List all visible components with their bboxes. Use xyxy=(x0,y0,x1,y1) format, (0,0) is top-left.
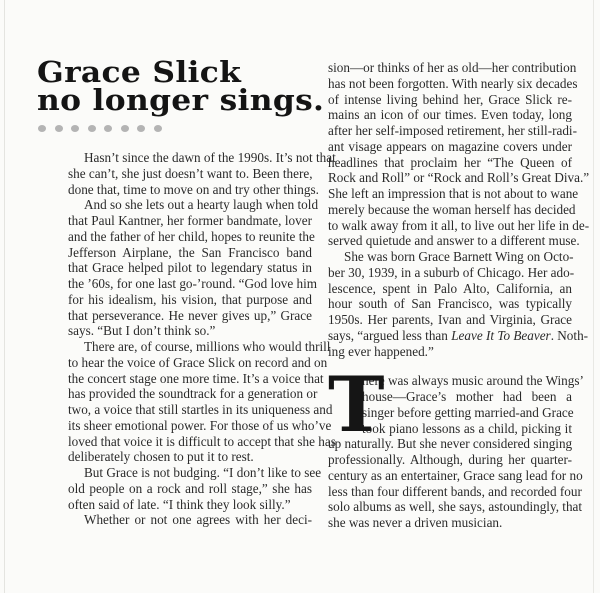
text-line: here was always music around the Wings’ xyxy=(362,373,584,389)
paragraph xyxy=(68,512,312,528)
text-line: says. “But I don’t think so.” xyxy=(68,323,216,339)
text-line: Hasn’t since the dawn of the 1990s. It’s not that xyxy=(84,150,336,165)
text-line: solo albums as well, she says, astoundingly, that xyxy=(328,499,583,515)
text-line: done that, time to move on and try other things. xyxy=(68,181,319,197)
text-line: that perseverance. He never gives up,” Grace xyxy=(68,307,312,323)
text-line: merely because the woman herself has decided xyxy=(328,201,576,217)
divider-dot xyxy=(104,125,112,132)
text-line: ant visage appears on magazine covers under xyxy=(328,138,572,154)
paragraph xyxy=(68,150,336,197)
divider-dot xyxy=(71,125,79,132)
text-line: up naturally. But she never considered singing xyxy=(328,436,573,452)
text-line: says, “argued less than Leave It To Beaver. Noth- xyxy=(328,327,589,343)
text-line: to hear the voice of Grace Slick on record and on xyxy=(68,354,328,370)
text-line: has provided the soundtrack for a generation or xyxy=(68,386,318,402)
paragraph xyxy=(328,60,590,249)
text-line: and the father of her child, hopes to reunite the xyxy=(68,228,315,244)
text-line: ber 30, 1939, in a suburb of Chicago. Her ado- xyxy=(328,264,575,280)
text-line: that Paul Kantner, her former bandmate, lover xyxy=(68,213,312,228)
text-line: often said of late. “I think they look silly.” xyxy=(68,496,291,512)
text-line: for his idealism, his vision, that purpose and xyxy=(68,291,312,307)
text-line: hour south of San Francisco, was typically xyxy=(328,296,572,312)
text-line: served quietude and answer to a different muse. xyxy=(328,233,580,249)
text-line: sion—or thinks of her as old—her contribution xyxy=(328,60,577,75)
text-line: old people on a rock and roll stage,” she has xyxy=(68,480,312,496)
text-line: Whether or not one agrees with her deci- xyxy=(84,512,312,528)
text-line: that Grace helped pilot to legendary status in xyxy=(68,260,312,276)
text-line: house—Grace’s mother had been a xyxy=(362,389,572,404)
text-line: less than four different bands, and recorded four xyxy=(328,483,582,499)
paragraph xyxy=(68,339,336,465)
text-line: 1950s. Her parents, Ivan and Virginia, Grace xyxy=(328,312,572,327)
paragraph xyxy=(68,465,322,512)
text-line: she was never a driven musician. xyxy=(328,515,503,530)
text-line: took piano lessons as a child, picking it xyxy=(362,420,572,436)
text-line: She was born Grace Barnett Wing on Octo- xyxy=(344,249,574,264)
text-line: deliberately chosen to put it to rest. xyxy=(68,449,254,465)
text-line: There are, of course, millions who would thrill xyxy=(84,339,331,354)
text-line: mains an icon of our times. Even today, long xyxy=(328,107,572,123)
text-line: lescence, spent in Palo Alto, California, an xyxy=(328,280,572,296)
text-line: she can’t, she just doesn’t want to. Been there, xyxy=(68,165,313,181)
text-line: two, a voice that still startles in its uniqueness and xyxy=(68,402,333,417)
divider-dot xyxy=(88,125,96,132)
text-line: ing ever happened.” xyxy=(328,343,434,359)
headline xyxy=(37,55,325,117)
headline-line-2: no longer sings. xyxy=(37,83,325,117)
divider-dot xyxy=(137,125,145,132)
text-line: singer before getting married-and Grace xyxy=(362,404,574,420)
divider-dot xyxy=(154,125,162,132)
right-column xyxy=(328,60,590,531)
text-line: century as an entertainer, Grace sang lead for no xyxy=(328,467,583,483)
text-line: its sheer emotional power. For those of us who’ve xyxy=(68,417,332,433)
text-line: And so she lets out a hearty laugh when told xyxy=(84,197,319,213)
text-line: has not been forgotten. With nearly six decades xyxy=(328,75,578,91)
paragraph xyxy=(68,197,319,339)
text-line: headlines that proclaim her “The Queen of xyxy=(328,154,572,170)
drop-cap-paragraph xyxy=(328,360,584,531)
text-line: after her self-imposed retirement, her still-radi- xyxy=(328,123,577,138)
divider-dot xyxy=(38,125,46,132)
drop-cap: T xyxy=(328,360,385,450)
divider-dot xyxy=(121,125,129,132)
text-line: loved that voice it is difficult to accept that she has xyxy=(68,433,336,449)
text-line: She left an impression that is not about to wane xyxy=(328,186,579,201)
text-line: But Grace is not budging. “I don’t like to see xyxy=(84,465,322,480)
headline-line-1: Grace Slick xyxy=(37,55,242,89)
page-edge xyxy=(4,0,5,593)
left-column xyxy=(68,150,336,528)
text-line: to walk away from it all, to live out her life in de- xyxy=(328,217,590,233)
text-line: the ’60s, for one last go-’round. “God love him xyxy=(68,276,318,291)
text-line: Rock and Roll” or “Rock and Roll’s Great Diva.” xyxy=(328,170,590,186)
text-line: professionally. Although, during her quarter- xyxy=(328,452,572,467)
text-line: Jefferson Airplane, the San Francisco band xyxy=(68,244,312,260)
page-edge-right xyxy=(593,0,594,593)
text-line: of intense living behind her, Grace Slick re- xyxy=(328,91,572,107)
paragraph xyxy=(328,249,589,359)
divider-dot xyxy=(55,125,63,132)
text-line: the concert stage one more time. It’s a voice that xyxy=(68,370,324,386)
dot-divider xyxy=(38,125,162,132)
